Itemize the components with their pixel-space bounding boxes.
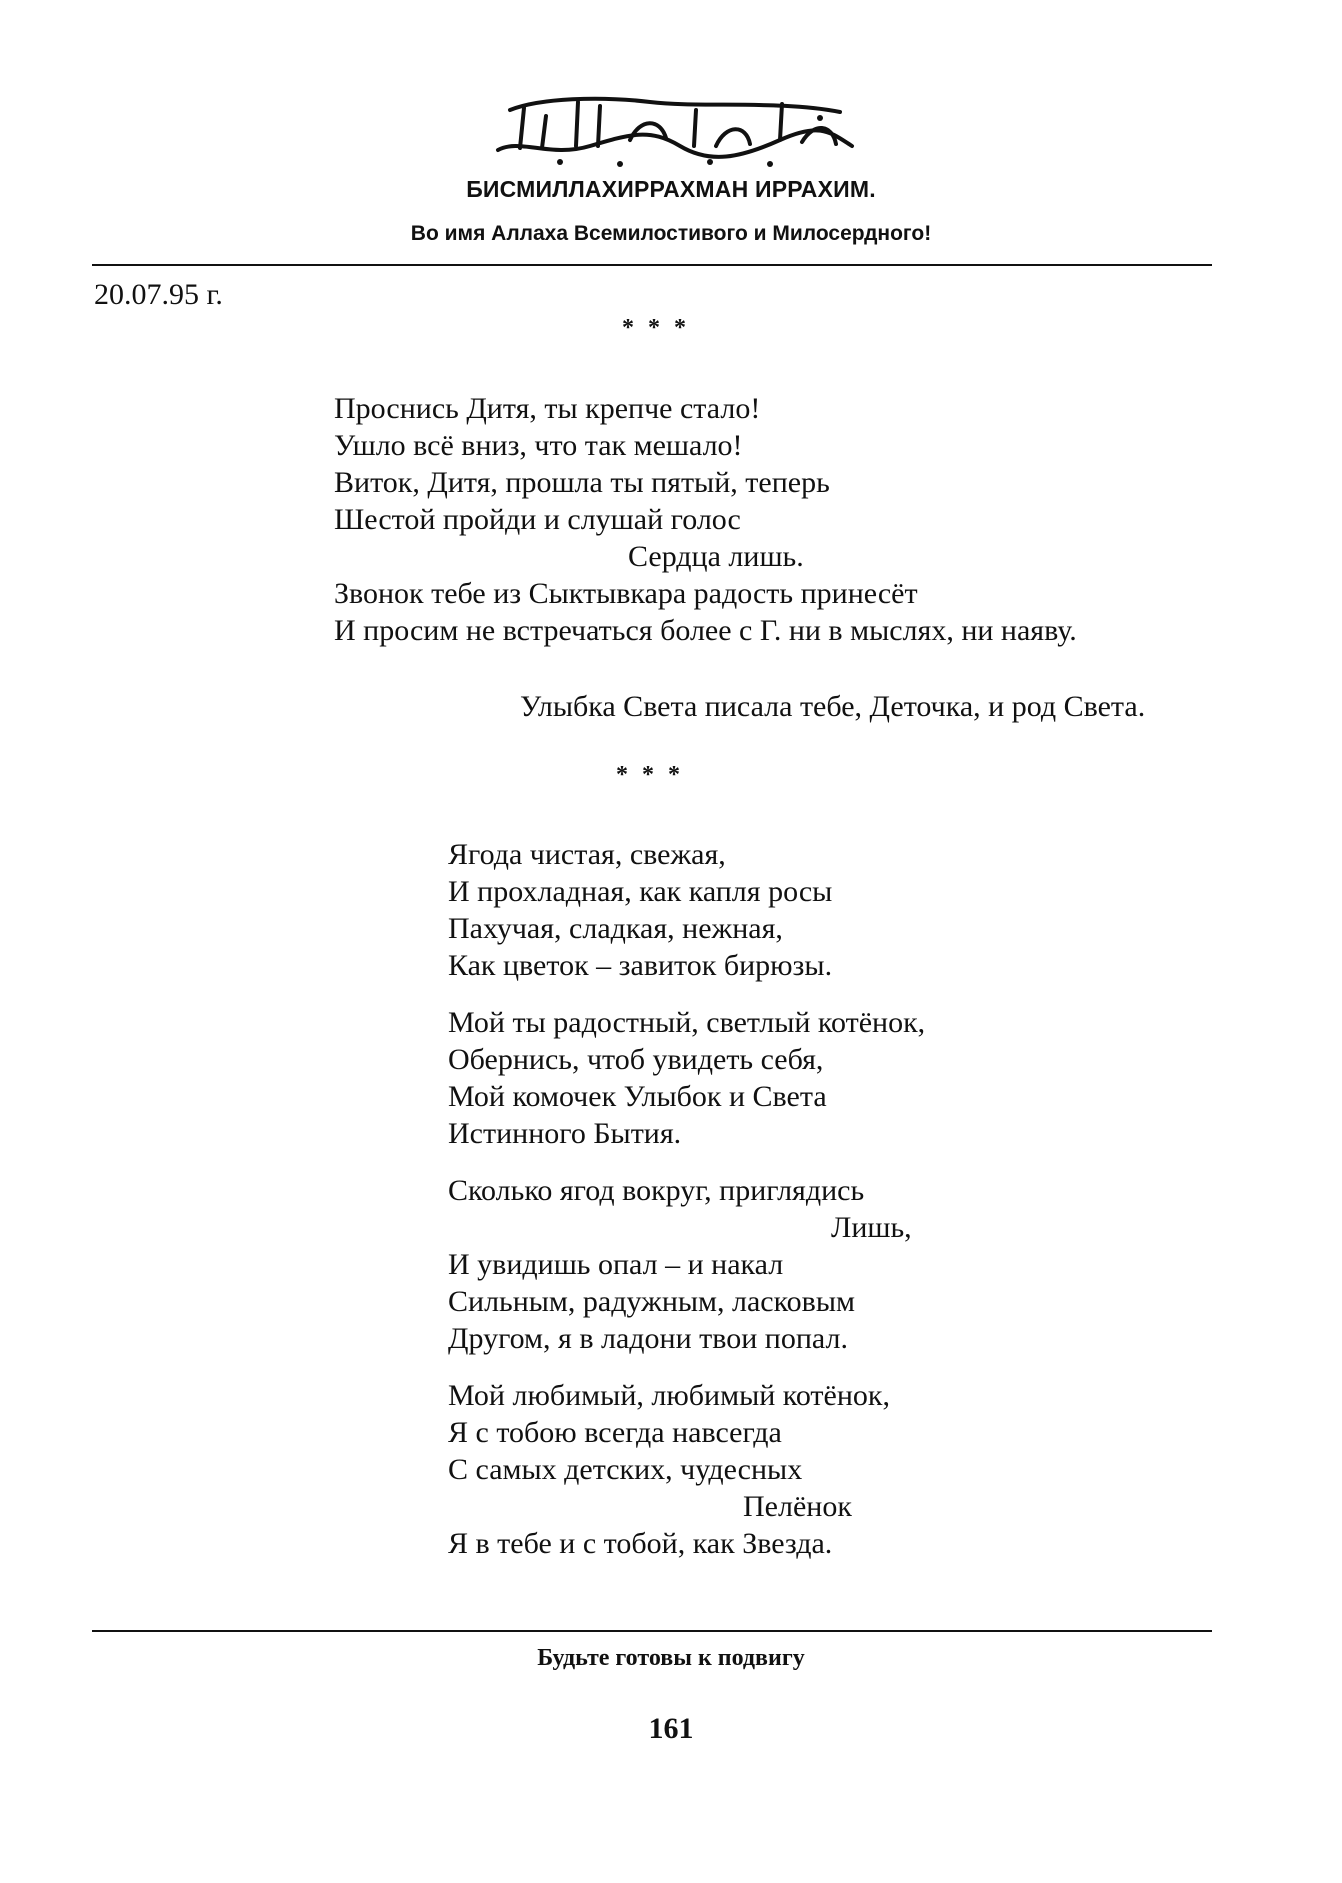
- section-separator: * * *: [622, 315, 690, 341]
- poem-2: [448, 836, 925, 1562]
- poem-line: Виток, Дитя, прошла ты пятый, теперь: [334, 466, 830, 499]
- poem-line: Истинного Бытия.: [448, 1117, 682, 1150]
- poem-line: Мой комочек Улыбок и Света: [448, 1080, 827, 1113]
- poem-line: Сильным, радужным, ласковым: [448, 1285, 855, 1318]
- poem-line: Шестой пройди и слушай голос: [334, 503, 741, 536]
- poem-line: Пелёнок: [743, 1490, 852, 1523]
- poem-line: Мой любимый, любимый котёнок,: [448, 1379, 890, 1412]
- poem-line: Обернись, чтоб увидеть себя,: [448, 1043, 824, 1076]
- entry-date: 20.07.95 г.: [94, 278, 223, 311]
- section-separator: * * *: [616, 762, 684, 788]
- poem-line: Лишь,: [831, 1211, 912, 1244]
- running-footer-title: Будьте готовы к подвигу: [537, 1645, 805, 1671]
- poem-line: Пахучая, сладкая, нежная,: [448, 912, 783, 945]
- poem-line: Я с тобою всегда навсегда: [448, 1416, 782, 1449]
- poem-line: Сколько ягод вокруг, приглядись: [448, 1174, 865, 1207]
- basmala-title: БИСМИЛЛАХИРРАХМАН ИРРАХИМ.: [466, 176, 876, 202]
- poem-line: Сердца лишь.: [628, 540, 804, 573]
- poem-line: Звонок тебе из Сыктывкара радость принесёт: [334, 577, 918, 610]
- poem-line: И просим не встречаться более с Г. ни в мыслях, ни наяву.: [334, 614, 1077, 647]
- poem-line: С самых детских, чудесных: [448, 1453, 803, 1486]
- stanza-gap: [448, 1152, 925, 1172]
- basmala-subtitle: Во имя Аллаха Всемилостивого и Милосердного!: [410, 222, 932, 245]
- poem-line: Проснись Дитя, ты крепче стало!: [334, 392, 761, 425]
- poem-line: Как цветок – завиток бирюзы.: [448, 949, 833, 982]
- poem-line: Ягода чистая, свежая,: [448, 838, 726, 871]
- poem-1-signature: Улыбка Света писала тебе, Деточка, и род Света.: [520, 690, 1146, 723]
- stanza-gap: [448, 1357, 925, 1377]
- page-number: 161: [648, 1712, 694, 1745]
- poem-line: Мой ты радостный, светлый котёнок,: [448, 1006, 926, 1039]
- poem-line: Ушло всё вниз, что так мешало!: [334, 429, 743, 462]
- footer-divider: [92, 1630, 1212, 1632]
- header-divider: [92, 264, 1212, 266]
- stanza-gap: [448, 984, 925, 1004]
- poem-line: Я в тебе и с тобой, как Звезда.: [448, 1527, 833, 1560]
- arabic-calligraphy-basmala: [480, 88, 870, 172]
- poem-line: И увидишь опал – и накал: [448, 1248, 784, 1281]
- poem-1: [334, 390, 1077, 649]
- poem-line: Другом, я в ладони твои попал.: [448, 1322, 848, 1355]
- poem-line: И прохладная, как капля росы: [448, 875, 833, 908]
